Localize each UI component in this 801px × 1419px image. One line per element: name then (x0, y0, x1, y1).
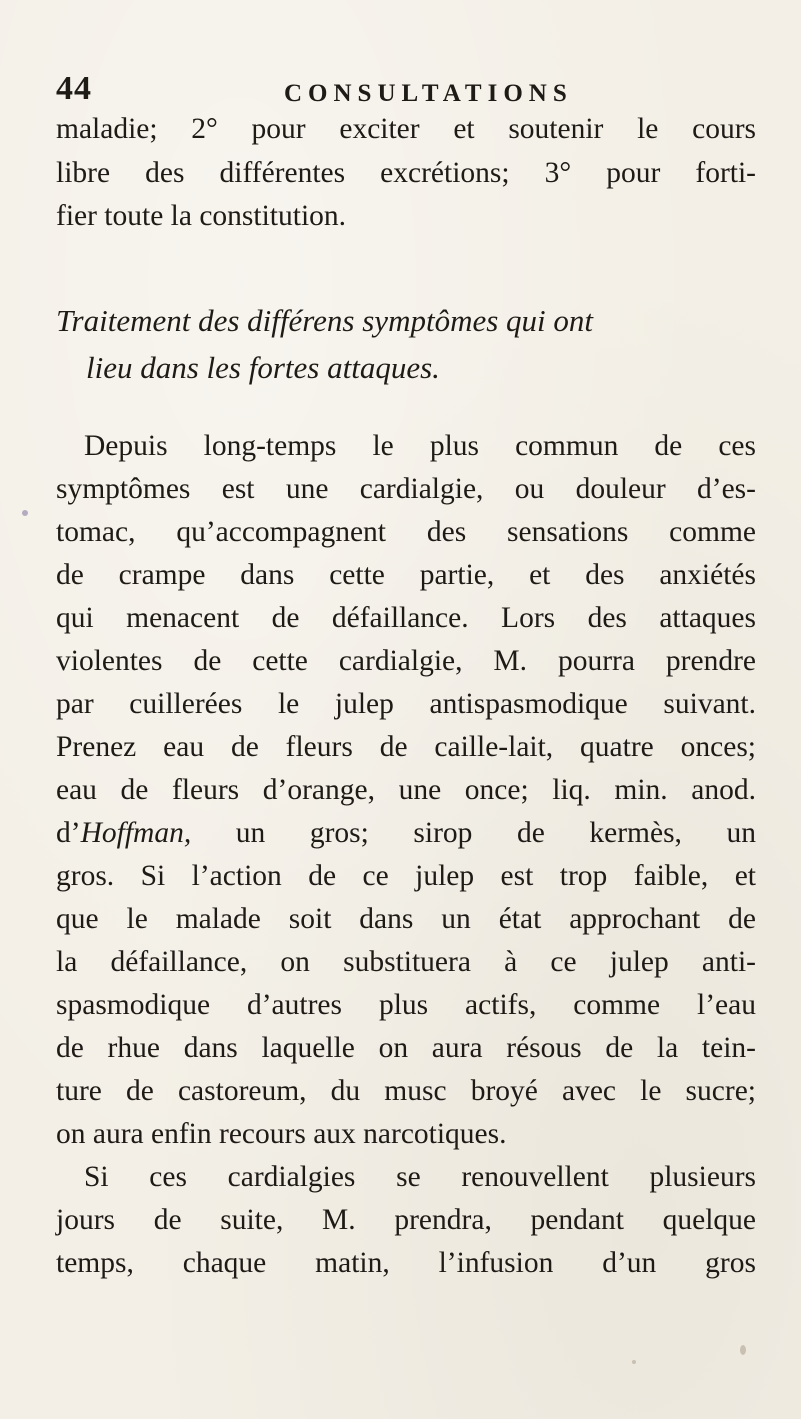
text-line: Depuis long-temps le plus commun de ces (84, 430, 756, 462)
text-line: fier toute la constitution. (56, 200, 347, 232)
text-line: par cuillerées le julep antispasmodique suivant. (56, 688, 756, 720)
page-header (56, 62, 756, 112)
paper-speck (632, 1360, 636, 1364)
text-line-hoffman (56, 812, 756, 855)
section-title-line-2: lieu dans les fortes attaques. (86, 350, 440, 385)
text-line: Si ces cardialgies se renouvellent plusieurs (84, 1161, 756, 1193)
paragraph-2 (56, 1156, 756, 1285)
text-line: que le malade soit dans un état approchant de (56, 903, 756, 935)
paper-speck (740, 1345, 746, 1355)
main-text (56, 425, 756, 1285)
text-line: symptômes est une cardialgie, ou douleur d’es- (56, 473, 756, 505)
text-line: on aura enfin recours aux narcotiques. (56, 1118, 507, 1150)
text-line: spasmodique d’autres plus actifs, comme l’eau (56, 989, 756, 1021)
text-line: temps, chaque matin, l’infusion d’un gros (56, 1247, 756, 1279)
text-line: ture de castoreum, du musc broyé avec le sucre; (56, 1075, 756, 1107)
text-line: Prenez eau de fleurs de caille-lait, quatre onces; (56, 731, 756, 763)
text-line: de crampe dans cette partie, et des anxiétés (56, 559, 756, 591)
paragraph-1 (56, 425, 756, 1156)
text-line: tomac, qu’accompagnent des sensations comme (56, 516, 756, 548)
page-number: 44 (56, 70, 92, 107)
text-line: libre des différentes excrétions; 3° pour forti- (56, 156, 756, 189)
text-line: gros. Si l’action de ce julep est trop faible, et (56, 860, 756, 892)
section-title-line-1: Traitement des différens symptômes qui ont (56, 303, 594, 338)
text-line: violentes de cette cardialgie, M. pourra prendre (56, 645, 756, 677)
text-line: jours de suite, M. prendra, pendant quelque (56, 1204, 756, 1236)
section-title (56, 297, 756, 391)
text-line: maladie; 2° pour exciter et soutenir le cours (56, 113, 756, 145)
paper-speck (22, 510, 28, 516)
running-head: CONSULTATIONS (284, 80, 573, 107)
text-line: la défaillance, on substituera à ce julep anti- (56, 946, 756, 978)
text-line: eau de fleurs d’orange, une once; liq. min. anod. (56, 774, 756, 806)
text-fragment: d’ (56, 817, 81, 849)
text-line: de rhue dans laquelle on aura résous de la tein- (56, 1032, 756, 1064)
italic-name: Hoffman, (80, 817, 192, 849)
intro-paragraph (56, 108, 756, 239)
text-fragment: un gros; sirop de kermès, un (191, 817, 756, 849)
text-line: qui menacent de défaillance. Lors des attaques (56, 602, 756, 634)
